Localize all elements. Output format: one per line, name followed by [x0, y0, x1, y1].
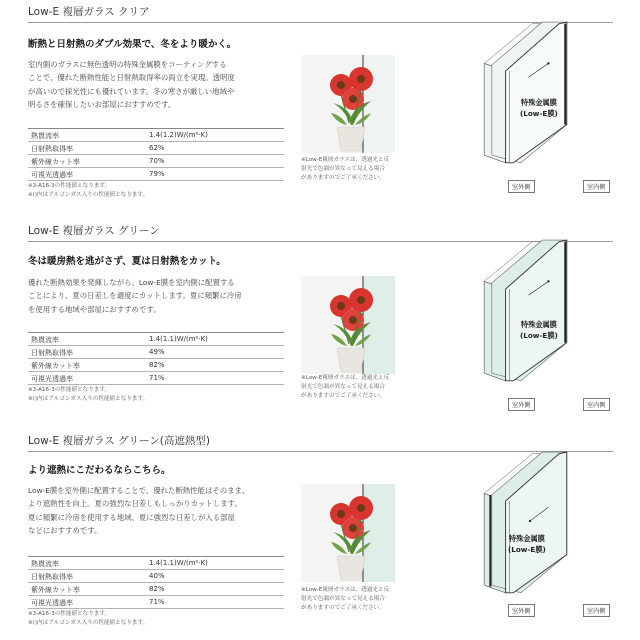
- section-description: [28, 484, 300, 537]
- photo-note: [301, 374, 429, 401]
- spec-label: 日射熱取得率: [31, 348, 73, 357]
- note-line: 射光で色調が異なって見える場合: [301, 384, 385, 390]
- spec-value: 62%: [149, 143, 165, 152]
- section-headline: 冬は暖房熱を逃がさず、夏は日射熱をカット。: [28, 256, 226, 267]
- section-clear: [0, 0, 640, 205]
- section-title: Low-E 複層ガラス グリーン: [28, 225, 160, 237]
- note-line: ※Low-E複層ガラスは、透過光と反: [301, 157, 390, 163]
- spec-row: [28, 155, 284, 168]
- section-description: [28, 276, 300, 316]
- photo-note: [301, 156, 429, 183]
- spec-label: 可視光透過率: [31, 170, 73, 179]
- note-line: ※()内はアルゴンガス入りの性能値となります。: [28, 396, 149, 402]
- spec-table: [28, 556, 284, 609]
- desc-line: ことにより、夏の日差しを適度にカットします。夏に頻繁に冷房: [28, 291, 242, 301]
- spec-row: [28, 556, 284, 570]
- section-title: Low-E 複層ガラス クリア: [28, 6, 150, 18]
- section-green-high-shield: [0, 428, 640, 633]
- indoor-label: 室内側: [583, 180, 610, 193]
- flower-photo: [301, 484, 395, 582]
- note-line: ※Low-E複層ガラスは、透過光と反: [301, 587, 390, 593]
- film-label: [508, 534, 546, 555]
- spec-label: 紫外線カット率: [31, 157, 80, 166]
- section-green: [0, 216, 640, 421]
- desc-line: 優れた断熱効果を発揮しながら、Low-E膜を室内側に配置する: [28, 278, 235, 287]
- spec-label: 可視光透過率: [31, 598, 73, 607]
- spec-row: [28, 359, 284, 372]
- photo-note: [301, 586, 429, 613]
- spec-label: 日射熱取得率: [31, 144, 73, 153]
- spec-notes: [28, 182, 148, 200]
- spec-row: [28, 346, 284, 359]
- spec-label: 日射熱取得率: [31, 572, 73, 581]
- indoor-label: 室内側: [583, 604, 610, 617]
- spec-value: 70%: [149, 156, 165, 165]
- desc-line: 夏に頻繁に冷房を使用する地域、夏に強烈な日差しが入る部屋: [28, 512, 235, 522]
- section-description: [28, 58, 300, 111]
- desc-line: が高いので採光性にも優れています。冬の寒さが厳しい地域や: [28, 86, 235, 96]
- spec-table: [28, 332, 284, 385]
- desc-line: より遮熱性を向上。夏の強烈な日差しもしっかりカットします。: [28, 499, 242, 509]
- desc-line: 明るさを確保したいお部屋におすすめです。: [28, 99, 176, 109]
- outdoor-label: 室外側: [508, 398, 535, 411]
- note-line: 射光で色調が異なって見える場合: [301, 166, 385, 172]
- outdoor-label: 室外側: [508, 180, 535, 193]
- spec-value: 1.4(1.1)W/(m²·K): [149, 334, 208, 343]
- spec-row: [28, 596, 284, 609]
- note-line: ※3-A16-3の性能値となります。: [28, 183, 111, 189]
- desc-line: などにおすすめです。: [28, 525, 102, 535]
- spec-label: 熱貫流率: [31, 559, 59, 568]
- note-line: ※()内はアルゴンガス入りの性能値となります。: [28, 192, 149, 198]
- glass-diagram: [475, 434, 605, 614]
- spec-notes: [28, 386, 148, 404]
- film-label-line: (Low-E膜): [508, 544, 546, 554]
- spec-row: [28, 372, 284, 385]
- spec-row: [28, 142, 284, 155]
- spec-value: 82%: [149, 584, 165, 593]
- note-line: がありますのでご了承ください。: [301, 605, 385, 611]
- spec-label: 熱貫流率: [31, 131, 59, 140]
- flower-photo: [301, 55, 395, 153]
- note-line: ※3-A16-3の性能値となります。: [28, 387, 111, 393]
- spec-value: 49%: [149, 347, 165, 356]
- note-line: がありますのでご了承ください。: [301, 393, 385, 399]
- spec-notes: [28, 610, 148, 628]
- spec-value: 71%: [149, 373, 165, 382]
- desc-line: を使用する地域や部屋におすすめです。: [28, 304, 161, 314]
- spec-value: 1.4(1.1)W/(m²·K): [149, 558, 208, 567]
- spec-table: [28, 128, 284, 181]
- film-label-line: (Low-E膜): [520, 330, 558, 340]
- spec-row: [28, 570, 284, 583]
- film-label-line: 特殊金属膜: [520, 98, 557, 107]
- glass-diagram: [475, 4, 605, 184]
- glass-diagram: [475, 222, 605, 402]
- spec-label: 熱貫流率: [31, 335, 59, 344]
- note-line: ※Low-E複層ガラスは、透過光と反: [301, 375, 390, 381]
- desc-line: 室内側のガラスに無色透明の特殊金属膜をコーティングする: [28, 60, 227, 69]
- section-title: Low-E 複層ガラス グリーン(高遮熱型): [28, 435, 210, 447]
- film-label-line: 特殊金属膜: [520, 320, 557, 329]
- note-line: 射光で色調が異なって見える場合: [301, 596, 385, 602]
- spec-value: 40%: [149, 571, 165, 580]
- spec-row: [28, 128, 284, 142]
- spec-row: [28, 168, 284, 181]
- spec-value: 1.4(1.2)W/(m²·K): [149, 130, 208, 139]
- spec-row: [28, 332, 284, 346]
- section-headline: より遮熱にこだわるならこちら。: [28, 465, 171, 476]
- spec-label: 可視光透過率: [31, 374, 73, 383]
- spec-label: 紫外線カット率: [31, 361, 80, 370]
- spec-label: 紫外線カット率: [31, 585, 80, 594]
- film-label: [520, 98, 558, 119]
- outdoor-label: 室外側: [508, 604, 535, 617]
- flower-photo: [301, 276, 395, 374]
- desc-line: Low-E膜を室外側に配置することで、優れた断熱性能はそのまま、: [28, 486, 250, 495]
- note-line: ※()内はアルゴンガス入りの性能値となります。: [28, 620, 149, 626]
- film-label: [520, 320, 558, 341]
- note-line: ※3-A16-3の性能値となります。: [28, 611, 111, 617]
- desc-line: ことで、優れた断熱性能と日射熱取得率の両立を実現。透明度: [28, 73, 235, 83]
- spec-value: 79%: [149, 169, 165, 178]
- note-line: がありますのでご了承ください。: [301, 175, 385, 181]
- spec-value: 71%: [149, 597, 165, 606]
- spec-value: 82%: [149, 360, 165, 369]
- indoor-label: 室内側: [583, 398, 610, 411]
- film-label-line: (Low-E膜): [520, 108, 558, 118]
- section-headline: 断熱と日射熱のダブル効果で、冬をより暖かく。: [28, 39, 237, 50]
- film-label-line: 特殊金属膜: [508, 534, 545, 543]
- spec-row: [28, 583, 284, 596]
